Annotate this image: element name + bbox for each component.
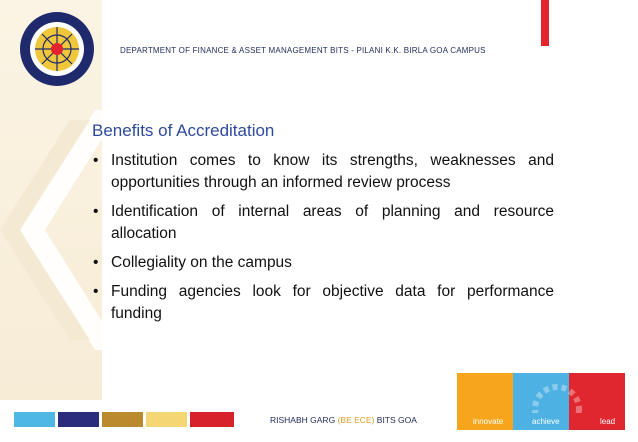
department-header: DEPARTMENT OF FINANCE & ASSET MANAGEMENT BITS - PILANI K.K. BIRLA GOA CAMPUS	[120, 46, 486, 55]
bullet-text: Identification of internal areas of planning and resource allocation	[111, 203, 554, 242]
bullet-text: Institution comes to know its strengths, weaknesses and opportunities through an informed review process	[111, 152, 554, 191]
bullet-item	[92, 281, 554, 325]
bullet-dot: •	[93, 254, 99, 271]
gear-icon	[527, 373, 587, 413]
footer-qualification: (BE ECE)	[337, 415, 375, 425]
footer-credit	[270, 415, 417, 425]
footer-author: RISHABH GARG	[270, 415, 336, 425]
bits-pilani-logo	[18, 10, 96, 88]
bullet-dot: •	[93, 283, 99, 300]
brand-strip	[457, 373, 625, 430]
bullet-item	[92, 252, 554, 274]
bullet-text: Funding agencies look for objective data for performance funding	[111, 283, 554, 322]
color-bar	[102, 412, 143, 427]
bullet-dot: •	[93, 152, 99, 169]
color-bar	[58, 412, 99, 427]
bullet-text: Collegiality on the campus	[111, 254, 292, 271]
bullet-list	[92, 150, 554, 332]
red-accent-tab	[541, 0, 549, 46]
brand-word-lead: lead	[600, 417, 616, 426]
bullet-item	[92, 150, 554, 194]
bullet-item	[92, 201, 554, 245]
brand-word-innovate: innovate	[473, 417, 504, 426]
footer-institution: BITS GOA	[376, 415, 417, 425]
color-bar	[14, 412, 55, 427]
brand-word-achieve: achieve	[532, 417, 560, 426]
slide-title: Benefits of Accreditation	[92, 121, 275, 140]
color-bar	[146, 412, 187, 427]
color-bar	[190, 412, 234, 427]
bullet-dot: •	[93, 203, 99, 220]
